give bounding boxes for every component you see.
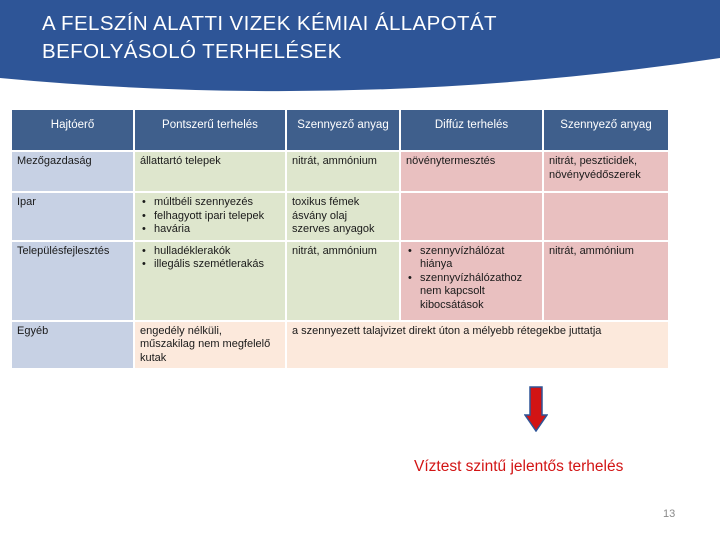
list-item: • felhagyott ipari telepek (140, 210, 280, 224)
driver-cell (12, 152, 133, 191)
header-diffuse-source: Diffúz terhelés (401, 110, 542, 150)
diffuse-source-cell (401, 242, 542, 320)
list-item: • illegális szemétlerakás (140, 258, 280, 272)
diffuse-source-cell: növénytermesztés (401, 152, 542, 191)
driver-cell (12, 242, 133, 320)
point-source-cell: engedély nélküli, műszakilag nem megfelelő kutak (135, 322, 285, 369)
table-row-settlement (12, 242, 668, 320)
driver-cell (12, 193, 133, 240)
point-source-cell (135, 193, 285, 240)
diffuse-pollutant-cell: nitrát, peszticidek, növényvédőszerek (544, 152, 668, 191)
list-item: • szennyvízhálózathoz nem kapcsolt kibocsátások (406, 272, 537, 313)
diffuse-pollutant-cell (544, 193, 668, 240)
diffuse-source-cell (401, 193, 542, 240)
table-header-row (12, 110, 668, 150)
merged-note-cell: a szennyezett talajvizet direkt úton a mélyebb rétegekbe juttatja (287, 322, 668, 369)
header-driver: Hajtóerő (12, 110, 133, 150)
driver-label: Ipar (17, 196, 36, 208)
table-row-industry (12, 193, 668, 240)
header-diffuse-pollutant: Szennyező anyag (544, 110, 668, 150)
point-source-cell (135, 242, 285, 320)
point-pollutant-cell: nitrát, ammónium (287, 152, 399, 191)
page-number: 13 (663, 508, 676, 520)
table-row-agriculture (12, 152, 668, 191)
pollutant-line: toxikus fémek (292, 196, 360, 208)
table-row-other (12, 322, 668, 369)
driver-label: Településfejlesztés (17, 244, 110, 257)
down-arrow-icon (524, 386, 548, 437)
diffuse-pollutant-cell: nitrát, ammónium (544, 242, 668, 320)
title-banner (0, 0, 720, 96)
header-point-source: Pontszerű terhelés (135, 110, 285, 150)
driver-label: Egyéb (17, 324, 49, 337)
list-item: • múltbéli szennyezés (140, 196, 280, 210)
point-source-cell: állattartó telepek (135, 152, 285, 191)
slide-title: A FELSZÍN ALATTI VIZEK KÉMIAI ÁLLAPOTÁT BEFOLYÁSOLÓ TERHELÉSEK (42, 12, 497, 63)
pollutant-line: ásvány olaj (292, 209, 348, 222)
conclusion-text: Víztest szintű jelentős terhelés (414, 458, 624, 475)
header-point-pollutant: Szennyező anyag (287, 110, 399, 150)
driver-label: Mezőgazdaság (17, 155, 92, 167)
list-item: • havária (140, 223, 280, 237)
pressures-table (10, 108, 670, 370)
point-pollutant-cell: nitrát, ammónium (287, 242, 399, 320)
pollutant-line: szerves anyagok (292, 223, 375, 235)
driver-cell (12, 322, 133, 369)
list-item: • szennyvízhálózat hiánya (406, 245, 537, 272)
list-item: • hulladéklerakók (140, 245, 280, 259)
point-pollutant-cell (287, 193, 399, 240)
